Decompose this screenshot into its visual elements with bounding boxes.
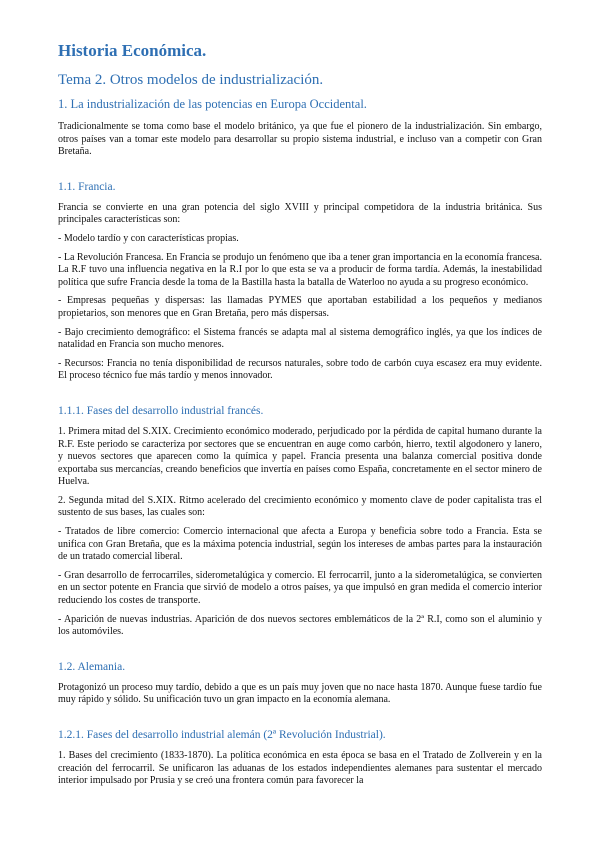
paragraph: 1. Bases del crecimiento (1833-1870). La política económica en esta época se basa en el Tratado de Zollverein y en la creación del ferrocarril. Se unificaron las aduanas de los estados independientes alemanes para sustentar el mercado interior impulsado por Prusia y se creó una frontera común para favorecer la xyxy=(58,750,542,787)
section-alemania-heading: 1.2. Alemania. xyxy=(58,660,126,673)
document-title: Historia Económica. xyxy=(58,41,207,60)
bullet-paragraph: - La Revolución Francesa. En Francia se produjo un fenómeno que iba a tener gran importancia en la economía francesa. La R.F tuvo una influencia negativa en la R.I por lo que esta se va a producir de forma tardía. Además, la inestabilidad política que sufre Francia desde la toma de la Bastilla hasta la batalla de Waterloo no ayuda a su progreso económico. xyxy=(58,251,542,288)
bullet-paragraph: - Empresas pequeñas y dispersas: las llamadas PYMES que aportaban estabilidad a los pequeños y medianos propietarios, son menores que en Gran Bretaña, pero más dispersas. xyxy=(58,295,542,319)
tema-heading: Tema 2. Otros modelos de industrialización. xyxy=(58,72,324,88)
section-1-heading: 1. La industrialización de las potencias en Europa Occidental. xyxy=(58,97,367,111)
bullet-paragraph: - Gran desarrollo de ferrocarriles, siderometalúgica y comercio. El ferrocarril, junto a la siderometalúgica, se convierten en un sector potente en Francia que sirvió de modelo a otros países, ya que impulsó en gran medida el comercio interior reduciendo los costes de transporte. xyxy=(58,569,542,607)
section-fases-francia-heading: 1.1.1. Fases del desarrollo industrial francés. xyxy=(58,404,264,417)
section-fases-alemania-heading: 1.2.1. Fases del desarrollo industrial alemán (2ª Revolución Industrial). xyxy=(58,729,386,741)
paragraph: 2. Segunda mitad del S.XIX. Ritmo acelerado del crecimiento económico y momento clave de poder capitalista tras el sustento de sus bases, las cuales son: xyxy=(58,494,542,519)
bullet-paragraph: - Bajo crecimiento demográfico: el Sistema francés se adapta mal al sistema demográfico inglés, ya que los índices de natalidad en Francia son mucho menores. xyxy=(58,326,542,351)
bullet-paragraph: - Recursos: Francia no tenía disponibilidad de recursos naturales, sobre todo de carbón cuya escasez era muy evidente. El proceso técnico fue más tardío y menos innovador. xyxy=(58,357,542,382)
paragraph: Tradicionalmente se toma como base el modelo británico, ya que fue el pionero de la industrialización. Sin embargo, otros países van a tomar este modelo para desarrollar su propio sistema industrial, e incluso van a competir con Gran Bretaña. xyxy=(58,121,542,158)
paragraph: Protagonizó un proceso muy tardío, debido a que es un país muy joven que no nace hasta 1870. Aunque fuese tardío fue muy rápido y sólido. Su unificación tuvo un gran impacto en la economía alemana. xyxy=(58,681,542,706)
bullet-paragraph: - Aparición de nuevas industrias. Aparición de dos nuevos sectores emblemáticos de la 2ª R.I, como son el aluminio y los automóviles. xyxy=(58,613,542,638)
paragraph: 1. Primera mitad del S.XIX. Crecimiento económico moderado, perjudicado por la pérdida de capital humano durante la R.F. Este periodo se caracteriza por sectores que se encuentran en auge como carbón, hierro, textil algodonero y lanero, y nuevos sectores que aparecen como la química y papel. Francia presenta una balanza comercial positiva donde exportaba sus mercancías, creando beneficios que invertía en países como España, concretamente en el sector minero de Huelva. xyxy=(58,425,542,488)
section-francia-heading: 1.1. Francia. xyxy=(58,180,116,193)
paragraph: Francia se convierte en una gran potencia del siglo XVIII y principal competidora de la industria británica. Sus principales características son: xyxy=(58,201,542,226)
bullet-paragraph: - Modelo tardío y con características propias. xyxy=(58,232,239,244)
bullet-paragraph: - Tratados de libre comercio: Comercio internacional que afecta a Europa y beneficia sobre todo a Francia. Esta se unifica con Gran Bretaña, que es la máxima potencia industrial, según los intereses de ambas partes para la instauración de un tratado comercial liberal. xyxy=(58,526,542,563)
